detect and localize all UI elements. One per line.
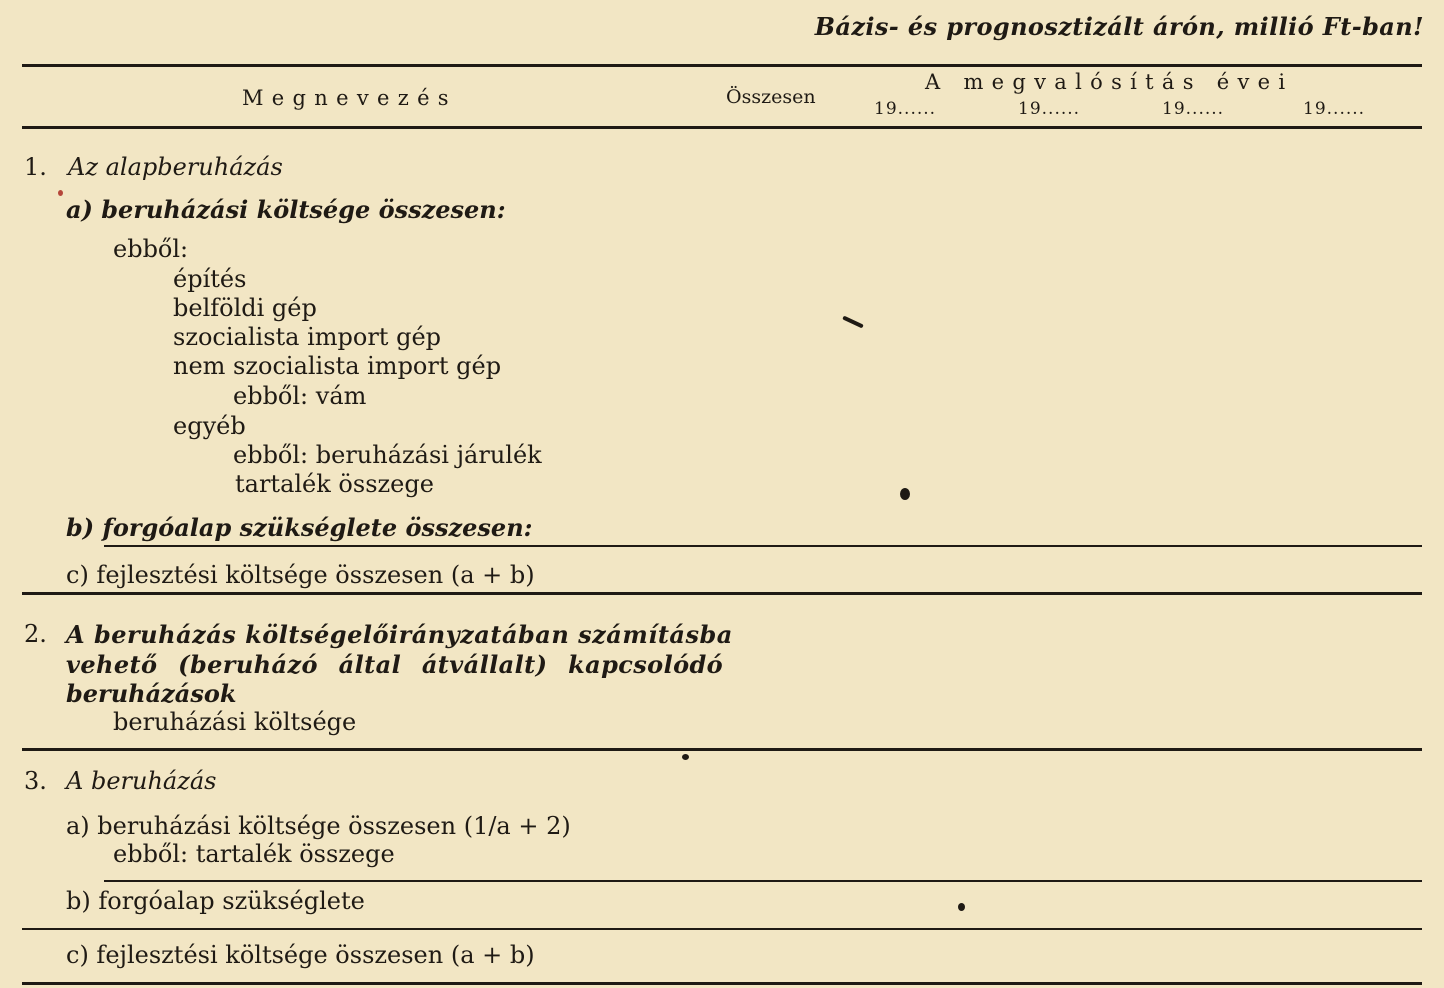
header-bottom-rule [22, 126, 1422, 129]
row-1c: c) fejlesztési költsége összesen (a + b) [66, 561, 535, 589]
year-1: 19...... [874, 99, 937, 119]
section-3-title: A beruházás [66, 767, 217, 795]
row-3b: b) forgóalap szükséglete [66, 887, 365, 915]
paper-speck [842, 316, 864, 329]
row-belfoldi-gep: belföldi gép [173, 294, 317, 322]
row-tartalek: tartalék összege [235, 470, 434, 498]
paper-speck [682, 754, 689, 760]
rule-after-3a [104, 880, 1422, 882]
year-2: 19...... [1018, 99, 1081, 119]
col-header-name: Megnevezés [242, 86, 457, 110]
section-2-line-1: A beruházás költségelőirányzatában számításba [66, 620, 733, 649]
row-vam: ebből: vám [233, 382, 367, 410]
row-3a: a) beruházási költsége összesen (1/a + 2) [66, 812, 571, 840]
row-beruhazasi-jarulek: ebből: beruházási járulék [233, 441, 542, 469]
paper-speck [900, 488, 910, 500]
section-2-line-4: beruházási költsége [113, 708, 357, 736]
rule-after-1b [104, 545, 1422, 547]
year-4: 19...... [1303, 99, 1366, 119]
paper-speck [58, 190, 63, 196]
row-egyeb: egyéb [173, 412, 246, 440]
paper-speck [958, 903, 965, 911]
section-1-number: 1. [24, 153, 47, 181]
section-3-number: 3. [24, 767, 47, 795]
col-header-total: Összesen [726, 86, 816, 108]
rule-after-section-2 [22, 748, 1422, 751]
year-3: 19...... [1162, 99, 1225, 119]
section-2-line-2: vehető (beruházó által átvállalt) kapcsolódó [66, 650, 724, 679]
row-1a: a) beruházási költsége összesen: [66, 195, 506, 224]
row-3a-tartalek: ebből: tartalék összege [113, 840, 395, 868]
row-3c: c) fejlesztési költsége összesen (a + b) [66, 941, 535, 969]
rule-after-3b [22, 928, 1422, 930]
header-top-rule [22, 64, 1422, 67]
row-1b: b) forgóalap szükséglete összesen: [66, 513, 533, 542]
bottom-rule [22, 982, 1422, 985]
section-2-number: 2. [24, 620, 47, 648]
section-1-title: Az alapberuházás [68, 153, 283, 181]
section-2-line-3: beruházások [66, 679, 237, 708]
row-szocialista-import-gep: szocialista import gép [173, 323, 442, 351]
col-header-years: A megvalósítás évei [925, 70, 1294, 94]
row-1a-ebbol: ebből: [113, 235, 189, 263]
rule-after-section-1 [22, 592, 1422, 595]
units-note: Bázis- és prognosztizált árón, millió Ft-ban! [814, 12, 1424, 41]
row-nem-szocialista-import-gep: nem szocialista import gép [173, 352, 502, 380]
row-epites: építés [173, 265, 247, 293]
